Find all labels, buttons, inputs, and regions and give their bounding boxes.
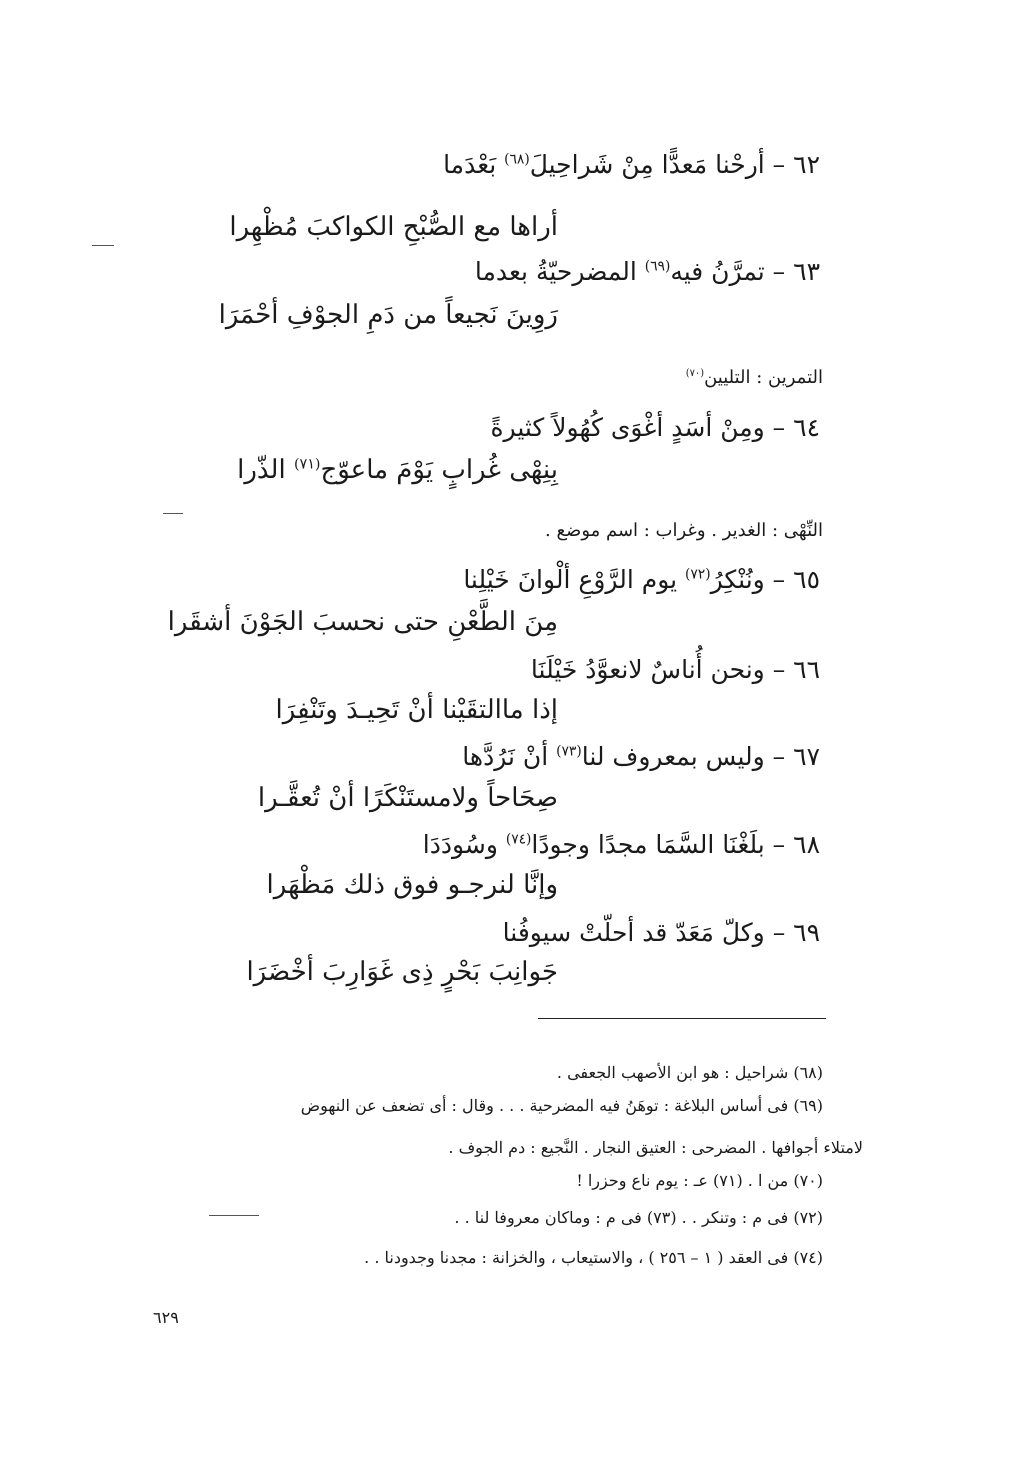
verse-63-second-hemistich: رَوِينَ نَجيعاً من دَمِ الجوْفِ أحْمَرَا	[218, 300, 558, 330]
footnote-68: (٦٨) شراحيل : هو ابن الأصهب الجعفى .	[556, 1063, 823, 1082]
verse-68-first-hemistich: ٦٨ – بلَغْنَا السَّمَا مجدًا وجودًا$^{(٧٤)}$ وسُودَدَا	[422, 830, 820, 859]
verse-64-second-hemistich: بِنِهْى غُرابٍ يَوْمَ ماعوّج$^{(٧١)}$ الذّرا	[237, 455, 558, 485]
verse-66-first-hemistich: ٦٦ – ونحن أُناسٌ لانعوَّدُ خَيْلَنَا	[530, 655, 820, 684]
tamrin-heading: التمرين : التليين$^{(٧٠)}$	[685, 367, 823, 388]
verse-69-first-hemistich: ٦٩ – وكلّ مَعَدّ قد أحلّتْ سيوفُنا	[502, 918, 820, 947]
verse-62-first-hemistich: ٦٢ – أرحْنا مَعدًّا مِنْ شَراحِيلَ$^{(٦٨)}$ بَعْدَما	[443, 150, 820, 179]
verse-62-second-hemistich: أراها مع الصُّبْحِ الكواكبَ مُظْهِرا	[229, 212, 558, 242]
scan-mark	[92, 245, 114, 246]
verse-68-second-hemistich: وإنَّا لنرجـو فوق ذلك مَظْهَرا	[266, 870, 558, 900]
nihy-note: النِّهْى : الغدير . وغراب : اسم موضع .	[545, 520, 823, 541]
verse-65-first-hemistich: ٦٥ – ونُنْكِرُ$^{(٧٢)}$ يوم الرَّوْعِ ألْوانَ خَيْلِنا	[463, 565, 820, 594]
scan-mark	[209, 1215, 259, 1216]
scan-mark	[163, 513, 183, 514]
verse-67-first-hemistich: ٦٧ – وليس بمعروف لنا$^{(٧٣)}$ أنْ نَرُدَّها	[462, 742, 820, 771]
verse-67-second-hemistich: صِحَاحاً ولامستَنْكَرًا أنْ تُعقَّـرا	[257, 783, 558, 813]
footnote-74: (٧٤) فى العقد ( ١ – ٢٥٦ ) ، والاستيعاب ، والخزانة : مجدنا وجدودنا . .	[364, 1248, 823, 1267]
footnote-70-71: (٧٠) من ا . (٧١) عـ : يوم ناع وحزرا !	[576, 1171, 823, 1190]
verse-66-second-hemistich: إذا ماالتقَيْنا أنْ تَحِيـدَ وتَنْفِرَا	[275, 695, 558, 725]
page-number: ٦٢٩	[153, 1308, 179, 1327]
footnote-separator	[538, 1018, 826, 1019]
verse-65-second-hemistich: مِنَ الطَّعْنِ حتى نحسبَ الجَوْنَ أشقَرا	[167, 607, 558, 637]
footnote-69: (٦٩) فى أساس البلاغة : توهَنُ فيه المضرحية . . . وقال : أى تضعف عن النهوض	[300, 1096, 823, 1115]
verse-64-first-hemistich: ٦٤ – ومِنْ أسَدٍ أغْوَى كُهُولاً كثيرةً	[490, 413, 820, 442]
verse-69-second-hemistich: جَوانِبَ بَحْرٍ ذِى غَوَارِبَ أخْضَرَا	[246, 957, 558, 987]
verse-63-first-hemistich: ٦٣ – تمرَّنُ فيه$^{(٦٩)}$ المضرحيّةُ بعدما	[474, 257, 820, 286]
footnote-72-73: (٧٢) فى م : وتنكر . . (٧٣) فى م : وماكان معروفا لنا . .	[454, 1208, 823, 1227]
footnote-69-continuation: لامتلاء أجوافها . المضرحى : العتيق النجار . النَّجيع : دم الجوف .	[448, 1138, 863, 1157]
